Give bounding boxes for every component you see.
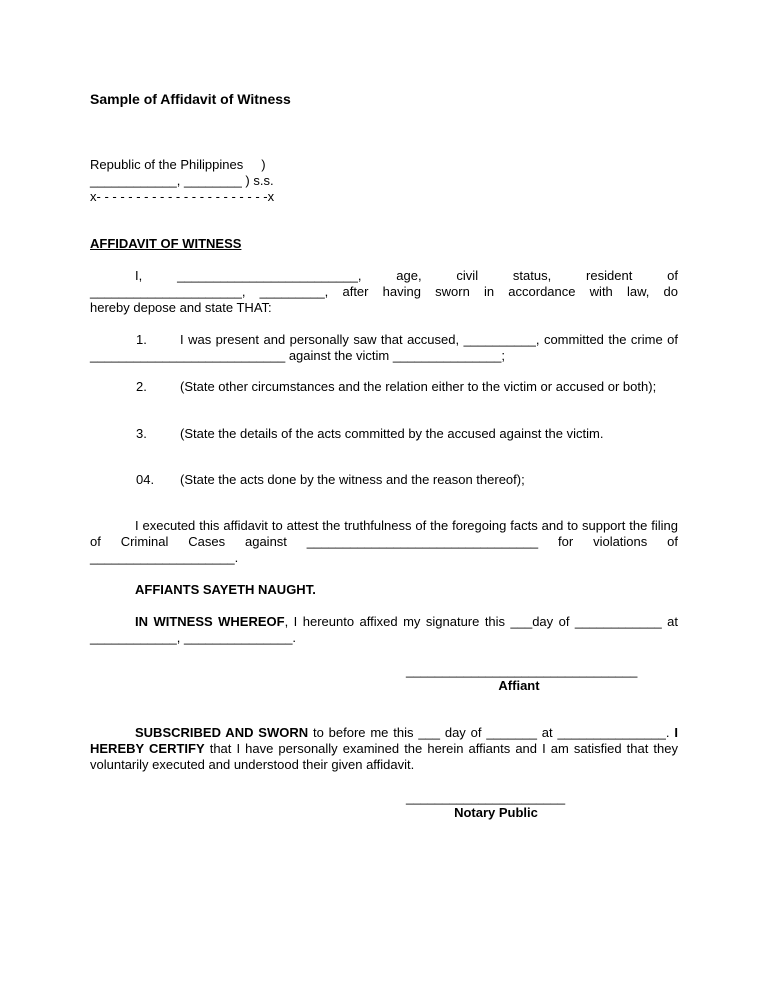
venue-line-3: x- - - - - - - - - - - - - - - - - - - - - -x bbox=[90, 189, 275, 204]
item-text: I was present and personally saw that accused, __________, committed the crime of ___________________________ against the victim _______________; bbox=[90, 332, 678, 363]
venue-block bbox=[90, 157, 274, 205]
subscribed-text-2: that I have personally examined the herein affiants and I am satisfied that they voluntarily executed and understood their given affidavit. bbox=[90, 741, 678, 772]
list-item-3 bbox=[90, 426, 678, 442]
witness-paragraph bbox=[90, 614, 678, 646]
item-number: 04. bbox=[136, 472, 155, 487]
witness-text: , I hereunto affixed my signature this ___day of ____________ at ____________, _______________. bbox=[90, 614, 678, 645]
item-text: (State the acts done by the witness and the reason thereof); bbox=[180, 472, 525, 487]
document-title: Sample of Affidavit of Witness bbox=[90, 91, 291, 107]
item-text: (State the details of the acts committed by the accused against the victim. bbox=[180, 426, 604, 441]
list-item-4 bbox=[90, 472, 678, 488]
item-text: (State other circumstances and the relation either to the victim or accused or both); bbox=[180, 379, 657, 394]
intro-line-2: _____________________, _________, after having sworn in accordance with law, do bbox=[90, 284, 678, 299]
witness-whereof-label: IN WITNESS WHEREOF bbox=[135, 614, 285, 629]
subscribed-paragraph bbox=[90, 725, 678, 773]
list-item-1 bbox=[90, 332, 678, 364]
affiant-label: Affiant bbox=[498, 678, 540, 693]
subscribed-text-1: to before me this ___ day of _______ at _______________. bbox=[308, 725, 675, 740]
notary-label: Notary Public bbox=[454, 805, 538, 820]
affidavit-heading: AFFIDAVIT OF WITNESS bbox=[90, 236, 242, 251]
subscribed-sworn-label: SUBSCRIBED AND SWORN bbox=[135, 725, 309, 740]
venue-line-1: Republic of the Philippines ) bbox=[90, 157, 266, 172]
sayeth-naught: AFFIANTS SAYETH NAUGHT. bbox=[135, 582, 316, 597]
intro-paragraph bbox=[90, 268, 678, 316]
item-number: 2. bbox=[136, 379, 147, 394]
executed-paragraph: I executed this affidavit to attest the truthfulness of the foregoing facts and to support the filing of Criminal Cases against ________________________________ for violations of ____________________. bbox=[90, 518, 678, 565]
venue-line-2: ____________, ________ ) s.s. bbox=[90, 173, 274, 188]
intro-line-1: I, _________________________, age, civil status, resident of bbox=[135, 268, 678, 283]
hereby-certify-label: I HEREBY CERTIFY bbox=[90, 725, 678, 756]
list-item-2 bbox=[90, 379, 678, 395]
affiant-signature-line: ________________________________ bbox=[406, 663, 638, 678]
intro-line-3: hereby depose and state THAT: bbox=[90, 300, 272, 315]
item-number: 3. bbox=[136, 426, 147, 441]
notary-signature-line: ______________________ bbox=[406, 790, 566, 805]
item-number: 1. bbox=[136, 332, 147, 347]
